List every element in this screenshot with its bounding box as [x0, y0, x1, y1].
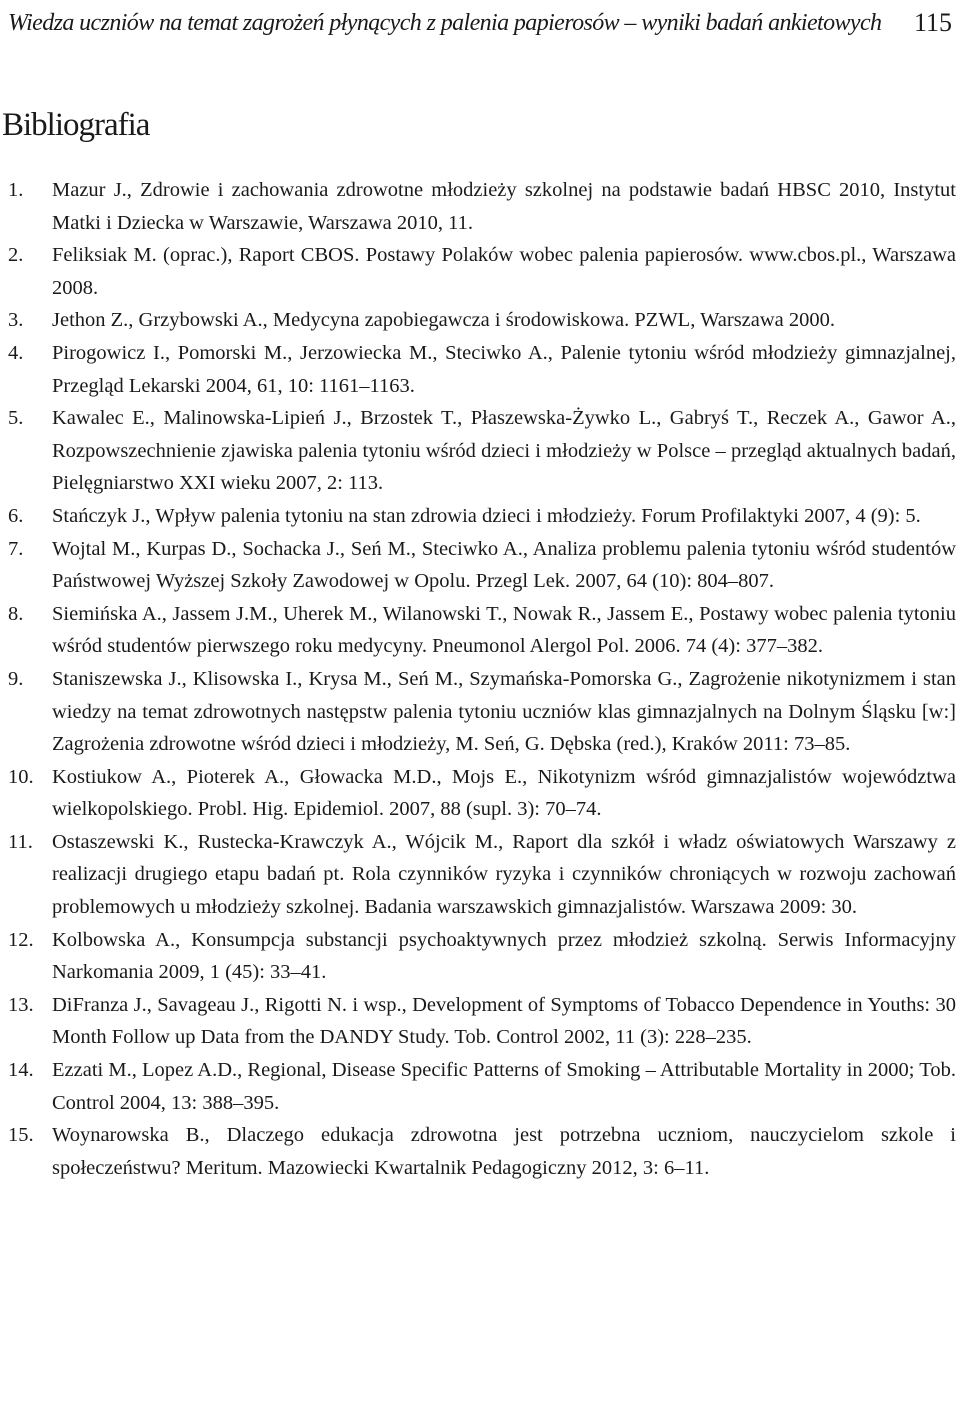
reference-item: [8, 239, 956, 304]
reference-item: [8, 533, 956, 598]
reference-number: 13.: [8, 993, 34, 1016]
reference-item: [8, 1119, 956, 1184]
reference-item: [8, 989, 956, 1054]
reference-text: Wojtal M., Kurpas D., Sochacka J., Seń M., Steciwko A., Analiza problemu palenia tytoniu wśród studentów Państwowej Wyższej Szkoły Zawodowej w Opolu. Przegl Lek. 2007, 64 (10): 804–807.: [52, 537, 956, 593]
reference-item: [8, 500, 956, 533]
reference-text: Mazur J., Zdrowie i zachowania zdrowotne młodzieży szkolnej na podstawie badań HBSC 2010, Instytut Matki i Dziecka w Warszawie, Warszawa 2010, 11.: [52, 179, 956, 234]
reference-text: Kostiukow A., Pioterek A., Głowacka M.D., Mojs E., Nikotynizm wśród gimnazjalistów województwa wielkopolskiego. Probl. Hig. Epidemiol. 2007, 88 (supl. 3): 70–74.: [52, 765, 956, 821]
reference-text: Feliksiak M. (oprac.), Raport CBOS. Postawy Polaków wobec palenia papierosów. www.cbos.pl., Warszawa 2008.: [52, 244, 956, 299]
reference-item: [8, 337, 956, 402]
reference-item: [8, 924, 956, 989]
running-title: Wiedza uczniów na temat zagrożeń płynących z palenia papierosów – wyniki badań ankietowych: [8, 10, 882, 36]
reference-list: [8, 174, 956, 1184]
reference-number: 9.: [8, 667, 24, 690]
reference-text: Kolbowska A., Konsumpcja substancji psychoaktywnych przez młodzież szkolną. Serwis Informacyjny Narkomania 2009, 1 (45): 33–41.: [52, 928, 956, 984]
running-header: [8, 6, 952, 46]
reference-number: 14.: [8, 1059, 34, 1082]
reference-number: 3.: [8, 309, 24, 332]
reference-item: [8, 663, 956, 761]
reference-item: [8, 1054, 956, 1119]
section-title: Bibliografia: [2, 107, 150, 143]
reference-number: 4.: [8, 341, 24, 364]
reference-text: Staniszewska J., Klisowska I., Krysa M., Seń M., Szymańska-Pomorska G., Zagrożenie nikotynizmem i stan wiedzy na temat zdrowotnych następstw palenia tytoniu uczniów klas gimnazjalnych na Dolnym Śląsku [w:] Zagrożenia zdrowotne wśród dzieci i młodzieży, M. Seń, G. Dębska (red.), Kraków 2011: 73–85.: [52, 667, 956, 756]
reference-number: 11.: [8, 830, 33, 853]
reference-number: 10.: [8, 765, 34, 788]
reference-item: [8, 598, 956, 663]
reference-text: Woynarowska B., Dlaczego edukacja zdrowotna jest potrzebna uczniom, nauczycielom szkole i społeczeństwu? Meritum. Mazowiecki Kwartalnik Pedagogiczny 2012, 3: 6–11.: [52, 1124, 956, 1179]
reference-number: 1.: [8, 179, 24, 201]
reference-text: Jethon Z., Grzybowski A., Medycyna zapobiegawcza i środowiskowa. PZWL, Warszawa 2000.: [52, 309, 836, 332]
reference-text: Ezzati M., Lopez A.D., Regional, Disease Specific Patterns of Smoking – Attributable Mortality in 2000; Tob. Control 2004, 13: 388–395.: [52, 1059, 956, 1114]
reference-item: [8, 304, 956, 337]
reference-number: 8.: [8, 602, 24, 625]
reference-text: DiFranza J., Savageau J., Rigotti N. i wsp., Development of Symptoms of Tobacco Dependence in Youths: 30 Month Follow up Data from the DANDY Study. Tob. Control 2002, 11 (3): 228–235.: [52, 993, 956, 1049]
page-number: 115: [913, 8, 952, 37]
reference-text: Kawalec E., Malinowska-Lipień J., Brzostek T., Płaszewska-Żywko L., Gabryś T., Reczek A., Gawor A., Rozpowszechnienie zjawiska palenia tytoniu wśród dzieci i młodzieży w Polsce – przegląd aktualnych badań, Pielęgniarstwo XXI wieku 2007, 2: 113.: [52, 407, 956, 495]
reference-item: [8, 402, 956, 500]
reference-item: [8, 174, 956, 239]
reference-text: Pirogowicz I., Pomorski M., Jerzowiecka M., Steciwko A., Palenie tytoniu wśród młodzieży gimnazjalnej, Przegląd Lekarski 2004, 61, 10: 1161–1163.: [52, 341, 956, 397]
reference-text: Siemińska A., Jassem J.M., Uherek M., Wilanowski T., Nowak R., Jassem E., Postawy wobec palenia tytoniu wśród studentów pierwszego roku medycyny. Pneumonol Alergol Pol. 2006. 74 (4): 377–382.: [52, 602, 956, 658]
reference-number: 12.: [8, 928, 34, 951]
reference-item: [8, 761, 956, 826]
reference-text: Stańczyk J., Wpływ palenia tytoniu na stan zdrowia dzieci i młodzieży. Forum Profilaktyki 2007, 4 (9): 5.: [52, 504, 921, 527]
reference-item: [8, 826, 956, 924]
reference-text: Ostaszewski K., Rustecka-Krawczyk A., Wójcik M., Raport dla szkół i władz oświatowych Warszawy z realizacji drugiego etapu badań pt. Rola czynników ryzyka i czynników chroniących w rozwoju zachowań problemowych u młodzieży szkolnej. Badania warszawskich gimnazjalistów. Warszawa 2009: 30.: [52, 830, 956, 919]
reference-number: 7.: [8, 537, 24, 560]
reference-number: 5.: [8, 407, 24, 430]
reference-number: 2.: [8, 244, 24, 267]
reference-number: 15.: [8, 1124, 34, 1147]
reference-number: 6.: [8, 504, 24, 527]
